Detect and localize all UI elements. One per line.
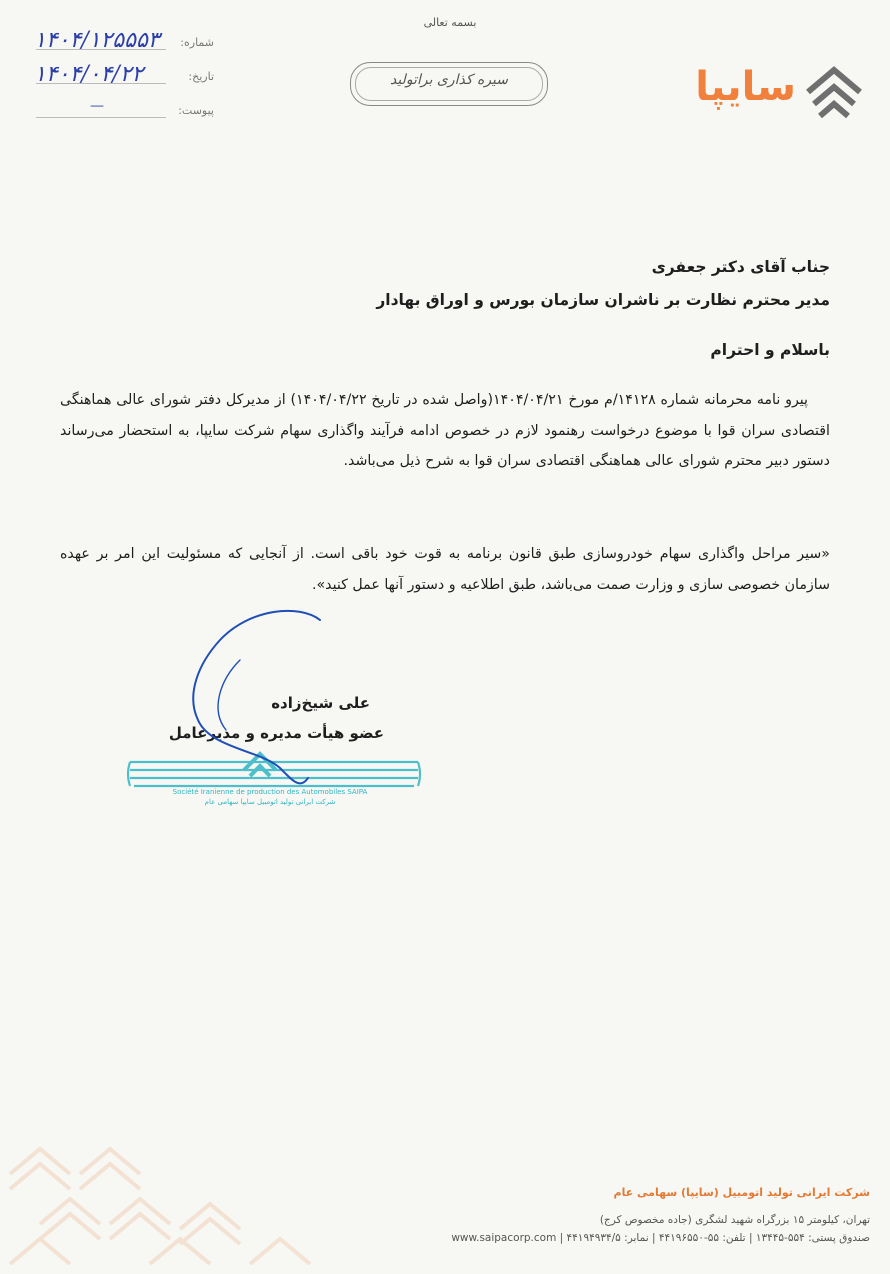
stamp-line-2: شرکت ایرانی تولید اتومبیل سایپا سهامی عام [204, 798, 336, 806]
footer-company: شرکت ایرانی تولید اتومبیل (سایپا) سهامی عام [613, 1186, 870, 1199]
attachment-line [36, 117, 166, 118]
paragraph-2: «سیر مراحل واگذاری سهام خودروسازی طبق قانون برنامه به قوت خود باقی است. از آنجایی که مسئولیت این امر بر عهده سازمان خصوصی سازی و وزارت صمت می‌باشد، طبق اطلاعیه و دستور آنها عمل کنید». [60, 546, 830, 593]
recipient-name: جناب آقای دکتر جعفری [651, 258, 830, 276]
footer-contact: صندوق پستی: ۵۵۴-۱۳۴۴۵ | تلفن: ۵۵-۴۴۱۹۶۵۵۰ | نمابر: ۴۴۱۹۴۹۳۴/۵ | www.saipacorp.com [451, 1232, 870, 1244]
decorative-pattern-icon [0, 1124, 360, 1274]
signer-name: علی شیخ‌زاده [271, 694, 370, 712]
meta-attachment [30, 96, 214, 122]
number-label: شماره: [180, 36, 214, 49]
basmala: بسمه تعالی [423, 16, 477, 29]
paragraph-1: پیرو نامه محرمانه شماره ۱۴۱۲۸/م مورخ ۱۴۰۴/۰۴/۲۱(واصل شده در تاریخ ۱۴۰۴/۰۴/۲۲) از مدیرکل دفتر شورای عالی هماهنگی اقتصادی سران قوا با موضوع درخواست رهنمود لازم در خصوص ادامه فرآیند واگذاری سهام شرکت سایپا، به استحضار می‌رساند دستور دبیر محترم شورای عالی هماهنگی اقتصادی سران قوا به شرح ذیل می‌باشد. [60, 392, 830, 469]
signer-title: عضو هیأت مدیره و مدیرعامل [168, 724, 384, 742]
stamp-line-1: Société Iranienne de production des Automobiles SAIPA [172, 788, 368, 796]
logo-text: سایپا [695, 64, 796, 110]
date-label: تاریخ: [188, 70, 214, 83]
attachment-label: پیوست: [178, 104, 214, 117]
greeting: باسلام و احترام [710, 341, 830, 359]
date-value: ۱۴۰۴/۰۴/۲۲ [34, 62, 144, 87]
attachment-value: — [90, 98, 105, 114]
company-logo [668, 62, 868, 122]
meta-number [30, 28, 214, 54]
slogan-text: سیره کذاری براتولید [389, 72, 508, 88]
number-value: ۱۴۰۴/۱۲۵۵۵۳ [34, 28, 160, 53]
recipient-title: مدیر محترم نظارت بر ناشران سازمان بورس و اوراق بهادار [376, 291, 830, 309]
slogan-badge [350, 62, 548, 106]
footer-address: تهران، کیلومتر ۱۵ بزرگراه شهید لشگری (جاده مخصوص کرج) [599, 1214, 870, 1226]
meta-date [30, 62, 214, 88]
saipa-logo-icon [800, 62, 868, 122]
handwritten-signature-icon [180, 600, 340, 800]
